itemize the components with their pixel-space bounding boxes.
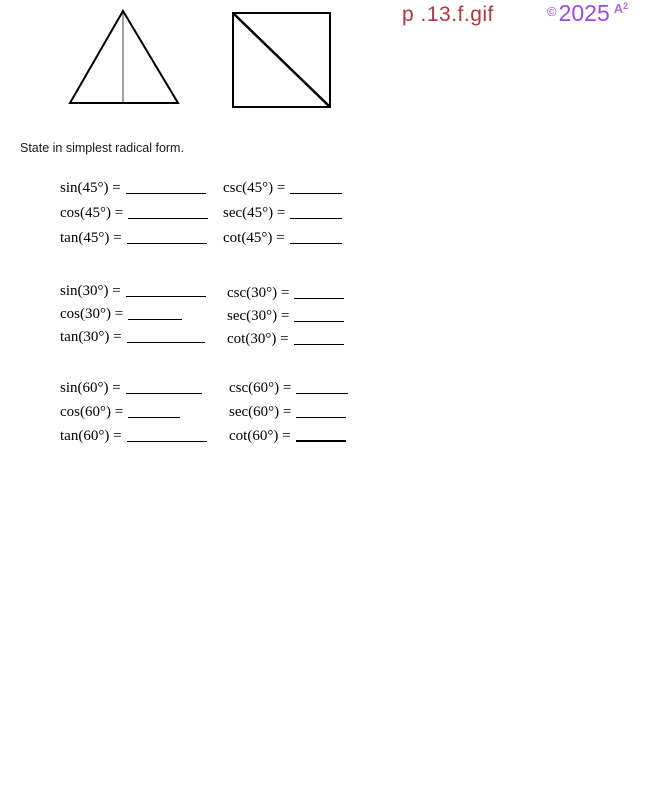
copyright-symbol: © [547,4,557,19]
trig-function-label: csc(60°) = [229,380,292,396]
trig-function-label: sec(45°) = [223,205,286,221]
trig-problem-row [229,380,348,404]
answer-blank[interactable] [126,284,206,297]
trig-function-label: csc(30°) = [227,285,290,301]
trig-function-label: tan(60°) = [60,428,122,444]
trig-function-label: sin(30°) = [60,283,121,299]
trig-problem-row [60,205,208,230]
logo-superscript: 2 [623,1,629,11]
trig-function-label: sec(60°) = [229,404,292,420]
copyright-year: 2025 [558,0,610,26]
answer-blank[interactable] [294,286,344,299]
trig-function-label: tan(30°) = [60,329,122,345]
trig-column-left [60,380,207,452]
answer-blank[interactable] [296,429,346,442]
answer-blank[interactable] [290,231,342,244]
trig-problem-row [60,230,208,255]
answer-blank[interactable] [294,309,344,322]
trig-function-label: sin(60°) = [60,380,121,396]
trig-problem-row [227,308,344,331]
trig-function-label: cot(30°) = [227,331,289,347]
answer-blank[interactable] [126,381,202,394]
trig-problem-row [229,428,348,452]
answer-blank[interactable] [296,381,348,394]
trig-problem-row [223,230,342,255]
trig-problem-row [60,428,207,452]
square-with-diagonal-figure [230,10,334,110]
trig-column-left [60,283,206,352]
trig-function-label: cos(45°) = [60,205,124,221]
logo-letter: A [613,1,624,16]
trig-problem-row [60,380,207,404]
trig-function-label: tan(45°) = [60,230,122,246]
answer-blank[interactable] [294,332,344,345]
answer-blank[interactable] [127,231,207,244]
copyright-label [547,0,628,27]
trig-function-label: cos(60°) = [60,404,124,420]
trig-function-label: sec(30°) = [227,308,290,324]
trig-function-label: sin(45°) = [60,180,121,196]
answer-blank[interactable] [127,429,207,442]
trig-column-left [60,180,208,255]
answer-blank[interactable] [290,181,342,194]
answer-blank[interactable] [127,330,205,343]
trig-problem-row [60,306,206,329]
answer-blank[interactable] [128,206,208,219]
answer-blank[interactable] [290,206,342,219]
trig-problem-row [60,404,207,428]
trig-function-label: cot(60°) = [229,428,291,444]
answer-blank[interactable] [296,405,346,418]
trig-problem-row [60,180,208,205]
trig-problem-row [223,205,342,230]
trig-problem-row [227,331,344,354]
logo-a2-mark [614,1,628,16]
trig-problem-row [223,180,342,205]
trig-problem-row [229,404,348,428]
square-diagonal-line [234,14,329,106]
filename-label: p .13.f.gif [402,3,494,26]
trig-column-right [223,180,342,255]
answer-blank[interactable] [128,307,182,320]
trig-column-right [229,380,348,452]
answer-blank[interactable] [128,405,180,418]
trig-function-label: cos(30°) = [60,306,124,322]
trig-problem-row [227,285,344,308]
trig-function-label: csc(45°) = [223,180,286,196]
trig-function-label: cot(45°) = [223,230,285,246]
triangle-with-altitude-figure [63,5,185,109]
answer-blank[interactable] [126,181,206,194]
trig-problem-row [60,283,206,306]
instruction-text: State in simplest radical form. [20,141,184,155]
triangle-outline [70,11,178,103]
trig-column-right [227,285,344,354]
trig-problem-row [60,329,206,352]
